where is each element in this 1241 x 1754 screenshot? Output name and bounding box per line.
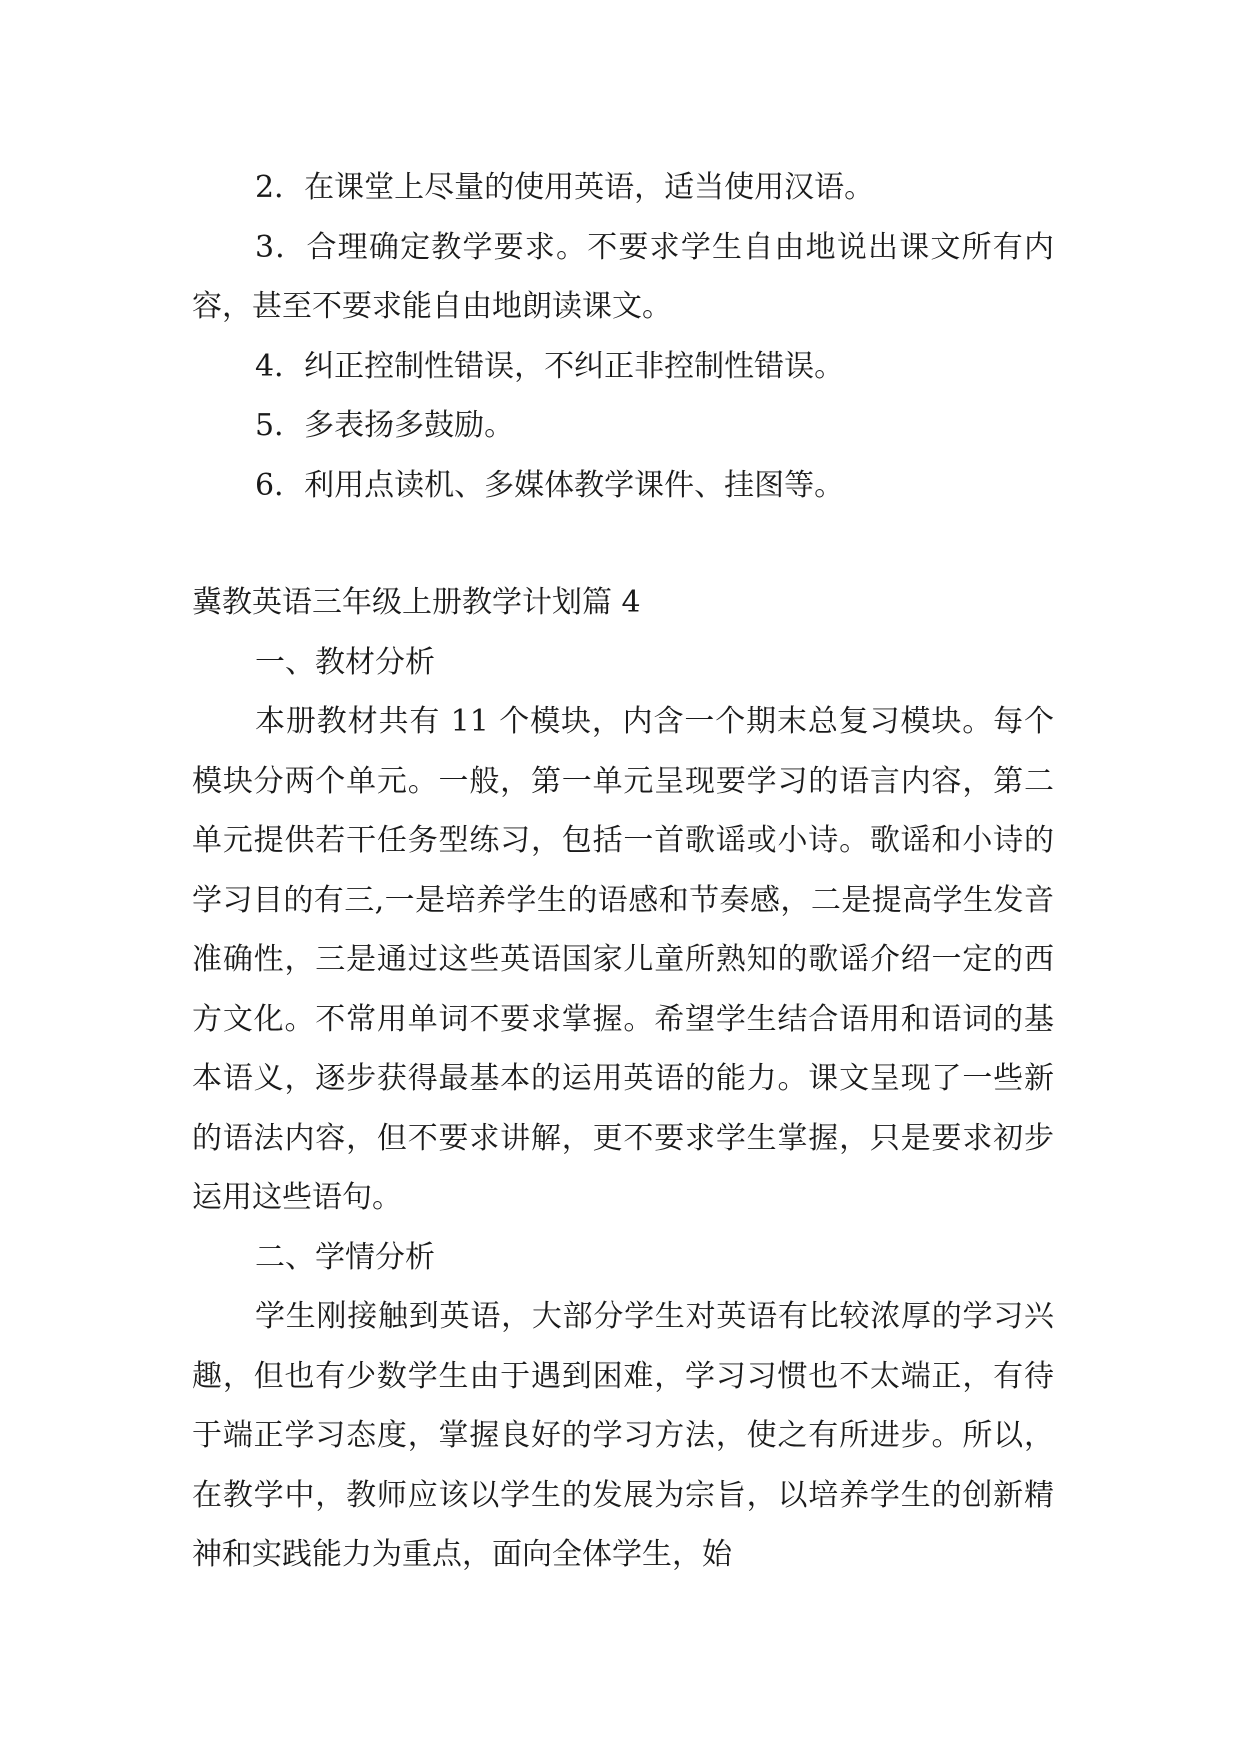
heading-textbook-analysis: 一、教材分析 bbox=[255, 644, 435, 680]
document-page bbox=[192, 158, 1054, 1585]
list-item: 4．纠正控制性错误，不纠正非控制性错误。 bbox=[255, 348, 845, 384]
list-item: 6．利用点读机、多媒体教学课件、挂图等。 bbox=[255, 467, 845, 503]
list-item: 5．多表扬多鼓励。 bbox=[255, 408, 515, 443]
section-title: 冀教英语三年级上册教学计划篇 4 bbox=[192, 585, 641, 620]
list-item: 2．在课堂上尽量的使用英语，适当使用汉语。 bbox=[255, 170, 875, 205]
paragraph-student-analysis: 学生刚接触到英语，大部分学生对英语有比较浓厚的学习兴趣，但也有少数学生由于遇到困难，学习习惯也不太端正，有待于端正学习态度，掌握良好的学习方法，使之有所进步。所以，在教学中，教师应该以学生的发展为宗旨，以培养学生的创新精神和实践能力为重点，面向全体学生，始 bbox=[192, 1299, 1054, 1572]
heading-student-analysis: 二、学情分析 bbox=[255, 1239, 435, 1275]
list-item: 3．合理确定教学要求。不要求学生自由地说出课文所有内容，甚至不要求能自由地朗读课文。 bbox=[192, 229, 1054, 324]
paragraph-textbook-analysis: 本册教材共有 11 个模块，内含一个期末总复习模块。每个模块分两个单元。一般，第一单元呈现要学习的语言内容，第二单元提供若干任务型练习，包括一首歌谣或小诗。歌谣和小诗的学习目的有三,一是培养学生的语感和节奏感，二是提高学生发音准确性，三是通过这些英语国家儿童所熟知的歌谣介绍一定的西方文化。不常用单词不要求掌握。希望学生结合语用和语词的基本语义，逐步获得最基本的运用英语的能力。课文呈现了一些新的语法内容，但不要求讲解，更不要求学生掌握，只是要求初步运用这些语句。 bbox=[192, 704, 1054, 1215]
